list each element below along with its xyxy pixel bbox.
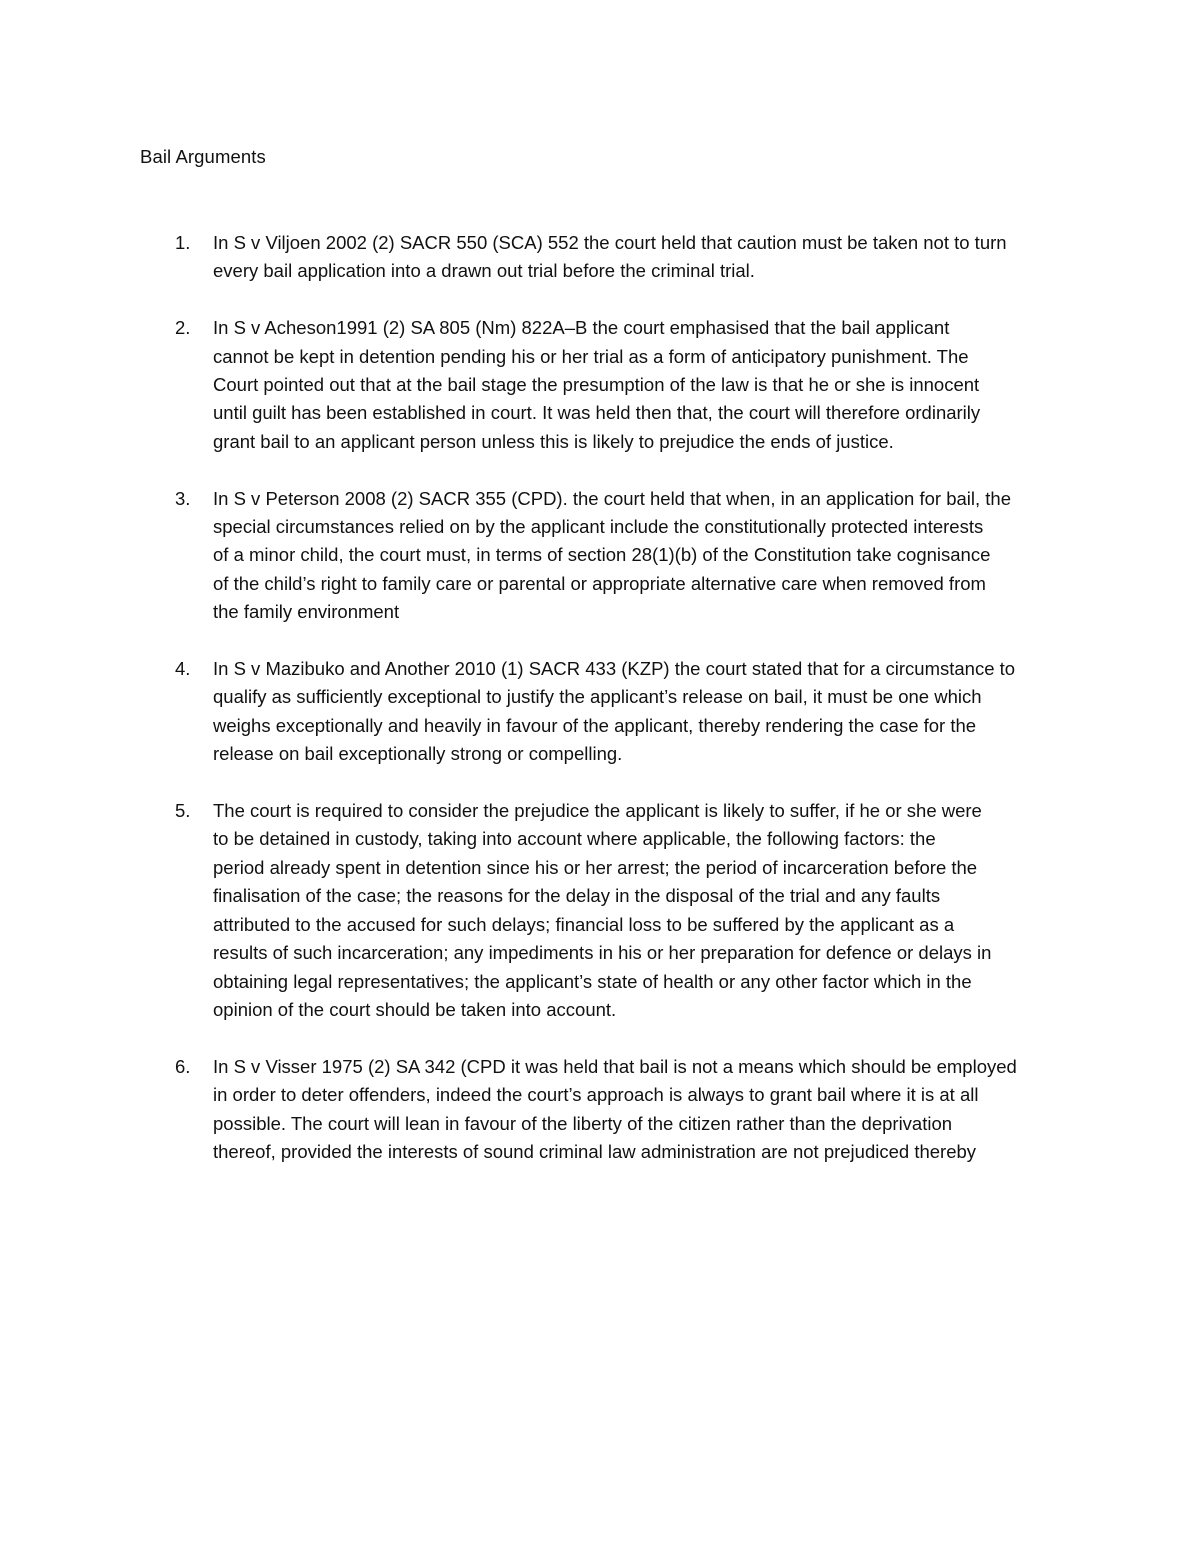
list-item-text: The court is required to consider the prejudice the applicant is likely to suffer, if he or she were to be detained in custody, taking into account where applicable, the following factors: the period already spent in detention since his or her arrest; the period of incarceration before the finalisation of the case; the reasons for the delay in the disposal of the trial and any faults attributed to the accused for such delays; financial loss to be suffered by the applicant as a results of such incarceration; any impediments in his or her preparation for defence or delays in obtaining legal representatives; the applicant’s state of health or any other factor which in the opinion of the court should be taken into account.	[213, 800, 992, 1020]
list-item	[140, 229, 1070, 286]
list-item-text: In S v Mazibuko and Another 2010 (1) SACR 433 (KZP) the court stated that for a circumstance to qualify as sufficiently exceptional to justify the applicant’s release on bail, it must be one which weighs exceptionally and heavily in favour of the applicant, thereby rendering the case for the release on bail exceptionally strong or compelling.	[213, 658, 1016, 765]
list-item-number: 4.	[175, 658, 191, 680]
list-item-text: In S v Acheson1991 (2) SA 805 (Nm) 822A–B the court emphasised that the bail applicant cannot be kept in detention pending his or her trial as a form of anticipatory punishment. The Court pointed out that at the bail stage the presumption of the law is that he or she is innocent until guilt has been established in court. It was held then that, the court will therefore ordinarily grant bail to an applicant person unless this is likely to prejudice the ends of justice.	[213, 317, 981, 452]
argument-list	[140, 229, 1070, 1195]
list-item	[140, 1053, 1070, 1167]
list-item	[140, 655, 1070, 769]
list-item-number: 2.	[175, 317, 191, 339]
list-item-number: 6.	[175, 1055, 191, 1077]
document-title: Bail Arguments	[140, 146, 266, 167]
list-item-number: 1.	[175, 232, 191, 253]
list-item-text: In S v Visser 1975 (2) SA 342 (CPD it was held that bail is not a means which should be employed in order to deter offenders, indeed the court’s approach is always to grant bail where it is at all possible. The court will lean in favour of the liberty of the citizen rather than the deprivation thereof, provided the interests of sound criminal law administration are not prejudiced thereby	[213, 1055, 1017, 1162]
list-item-text: In S v Peterson 2008 (2) SACR 355 (CPD). the court held that when, in an application for bail, the special circumstances relied on by the applicant include the constitutionally protected interests of a minor child, the court must, in terms of section 28(1)(b) of the Constitution take cognisance of the child’s right to family care or parental or appropriate alternative care when removed from the family environment	[213, 487, 1011, 623]
list-item-text: In S v Viljoen 2002 (2) SACR 550 (SCA) 552 the court held that caution must be taken not to turn every bail application into a drawn out trial before the criminal trial.	[213, 232, 1007, 282]
list-item	[140, 314, 1070, 456]
list-item-number: 3.	[175, 487, 191, 509]
list-item	[140, 485, 1070, 627]
list-item	[140, 797, 1070, 1024]
list-item-number: 5.	[175, 800, 191, 822]
